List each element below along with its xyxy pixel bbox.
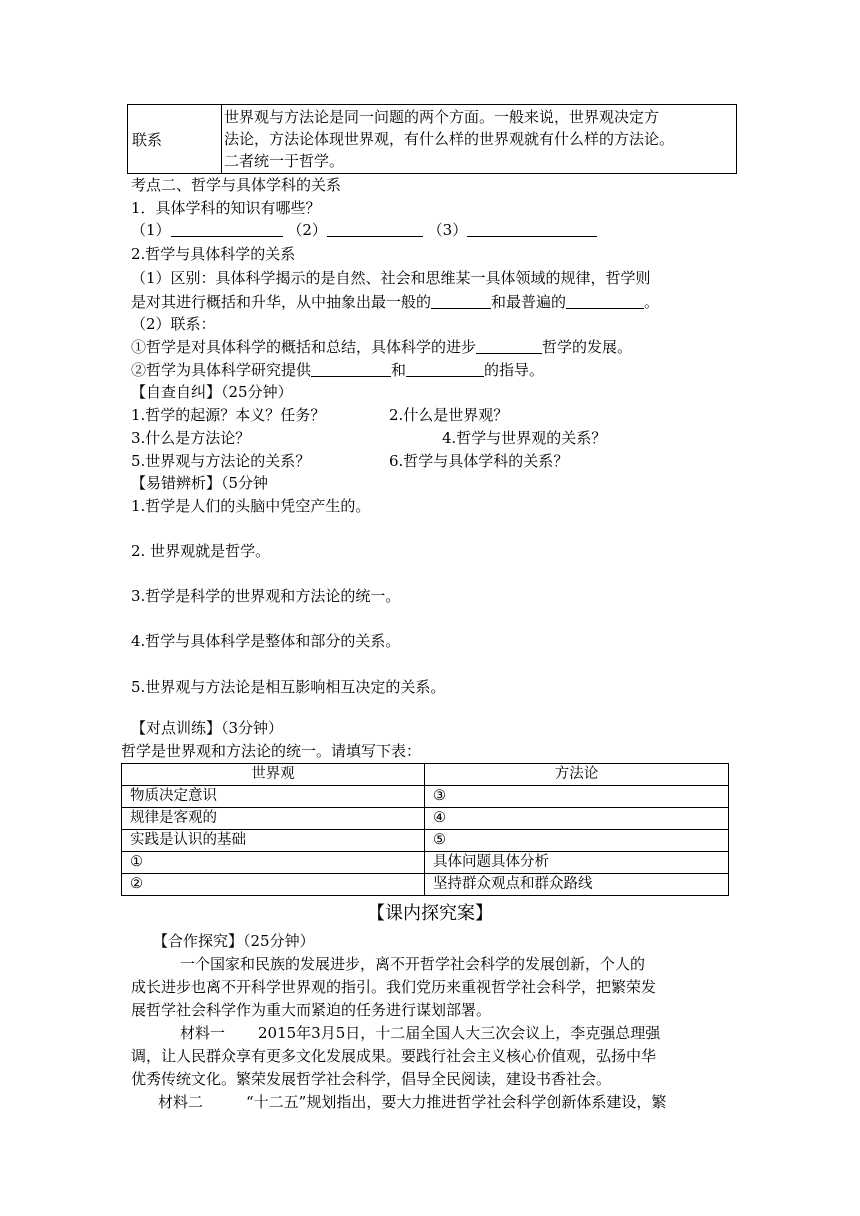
table-header: 方法论 (425, 764, 729, 786)
worldview-methodology-table (121, 763, 729, 896)
relation-line: 法论，方法论体现世界观，有什么样的世界观就有什么样的方法论。 (224, 130, 675, 148)
table-row (122, 874, 729, 896)
error-item-1: 1.哲学是人们的头脑中凭空产生的。 (131, 497, 371, 515)
self-check-q3: 3.什么是方法论？ (131, 429, 251, 447)
blank-label: （3） (427, 221, 468, 239)
section-title: 考点二、哲学与具体学科的关系 (131, 176, 342, 194)
text: ①哲学是对具体科学的概括和总结，具体科学的进步 (131, 338, 477, 356)
text: 是对其进行概括和升华，从中抽象出最一般的 (131, 293, 432, 311)
blank-label: （2） (287, 221, 327, 239)
question-1: 1．具体学科的知识有哪些？ (131, 199, 321, 217)
table-cell: 坚持群众观点和群众路线 (425, 874, 729, 896)
table-cell: 具体问题具体分析 (425, 852, 729, 874)
link-line-2 (131, 359, 544, 381)
table-row (122, 830, 729, 852)
training-intro: 哲学是世界观和方法论的统一。请填写下表： (121, 742, 422, 760)
material-1-line: 2015年3月5日，十二届全国人大三次会议上，李克强总理强 (258, 1024, 661, 1042)
section-heading: 【课内探究案】 (367, 903, 493, 924)
material-2-label: 材料二 (158, 1093, 204, 1111)
table-header-row (122, 764, 729, 786)
coop-title: 【合作探究】（25分钟） (153, 932, 315, 950)
text: 和 (391, 361, 407, 379)
self-check-q6: 6.哲学与具体学科的关系？ (389, 452, 569, 470)
relation-line: 世界观与方法论是同一问题的两个方面。一般来说，世界观决定方 (224, 108, 660, 126)
error-item-4: 4.哲学与具体科学是整体和部分的关系。 (131, 632, 401, 650)
fill-blank[interactable] (311, 360, 391, 377)
self-check-title: 【自查自纠】（25分钟） (131, 383, 293, 401)
question-2: 2.哲学与具体科学的关系 (131, 245, 296, 263)
fill-blank[interactable] (467, 220, 597, 237)
link-line-1 (131, 336, 632, 358)
training-title: 【对点训练】（3分钟） (131, 719, 284, 737)
relation-table (127, 104, 737, 174)
table-cell: 物质决定意识 (122, 786, 425, 808)
error-item-5: 5.世界观与方法论是相互影响相互决定的关系。 (131, 678, 446, 696)
material-1-label: 材料一 (180, 1024, 226, 1042)
relation-content-cell (224, 106, 736, 172)
link-title: （2）联系： (131, 315, 216, 333)
blank-row (131, 219, 597, 241)
table-cell: ① (122, 852, 425, 874)
material-1-line: 调，让人民群众享有更多文化发展成果。要践行社会主义核心价值观，弘扬中华 (131, 1047, 657, 1065)
table-header: 世界观 (122, 764, 425, 786)
relation-label-cell (128, 105, 222, 173)
self-check-q4: 4.哲学与世界观的关系？ (442, 429, 607, 447)
table-cell: 实践是认识的基础 (122, 830, 425, 852)
text: ②哲学为具体科学研究提供 (131, 361, 312, 379)
relation-line: 二者统一于哲学。 (224, 152, 345, 170)
relation-label: 联系 (132, 131, 163, 149)
paragraph-line: 成长进步也离不开科学世界观的指引。我们党历来重视哲学社会科学，把繁荣发 (131, 978, 657, 996)
fill-blank[interactable] (476, 337, 542, 354)
difference-line-2 (131, 291, 659, 313)
self-check-q5: 5.世界观与方法论的关系？ (131, 452, 311, 470)
self-check-q2: 2.什么是世界观？ (389, 406, 509, 424)
table-cell: ② (122, 874, 425, 896)
table-cell: 规律是客观的 (122, 808, 425, 830)
text: 的指导。 (484, 361, 545, 379)
fill-blank[interactable] (431, 292, 491, 309)
text: 和最普遍的 (491, 293, 567, 311)
difference-line-1: （1）区别：具体科学揭示的是自然、社会和思维某一具体领域的规律，哲学则 (131, 269, 651, 287)
blank-label: （1） (131, 221, 171, 239)
fill-blank[interactable] (566, 292, 644, 309)
table-row (122, 786, 729, 808)
table-cell: ③ (425, 786, 729, 808)
error-item-2: 2. 世界观就是哲学。 (131, 542, 271, 560)
error-item-3: 3.哲学是科学的世界观和方法论的统一。 (131, 587, 401, 605)
material-1-line: 优秀传统文化。繁荣发展哲学社会科学，倡导全民阅读，建设书香社会。 (131, 1070, 612, 1088)
table-row (122, 808, 729, 830)
self-check-q1: 1.哲学的起源？本义？任务？ (131, 406, 326, 424)
fill-blank[interactable] (406, 360, 484, 377)
fill-blank[interactable] (171, 220, 283, 237)
fill-blank[interactable] (327, 220, 423, 237)
material-2-line: “十二五”规划指出，要大力推进哲学社会科学创新体系建设，繁 (246, 1093, 667, 1111)
error-analysis-title: 【易错辨析】（5分钟 (131, 474, 269, 492)
paragraph-line: 一个国家和民族的发展进步，离不开哲学社会科学的发展创新，个人的 (180, 955, 646, 973)
text: 。 (644, 293, 660, 311)
table-cell: ④ (425, 808, 729, 830)
table-cell: ⑤ (425, 830, 729, 852)
text: 哲学的发展。 (542, 338, 633, 356)
table-row (122, 852, 729, 874)
paragraph-line: 展哲学社会科学作为重大而紧迫的任务进行谋划部署。 (131, 1001, 492, 1019)
